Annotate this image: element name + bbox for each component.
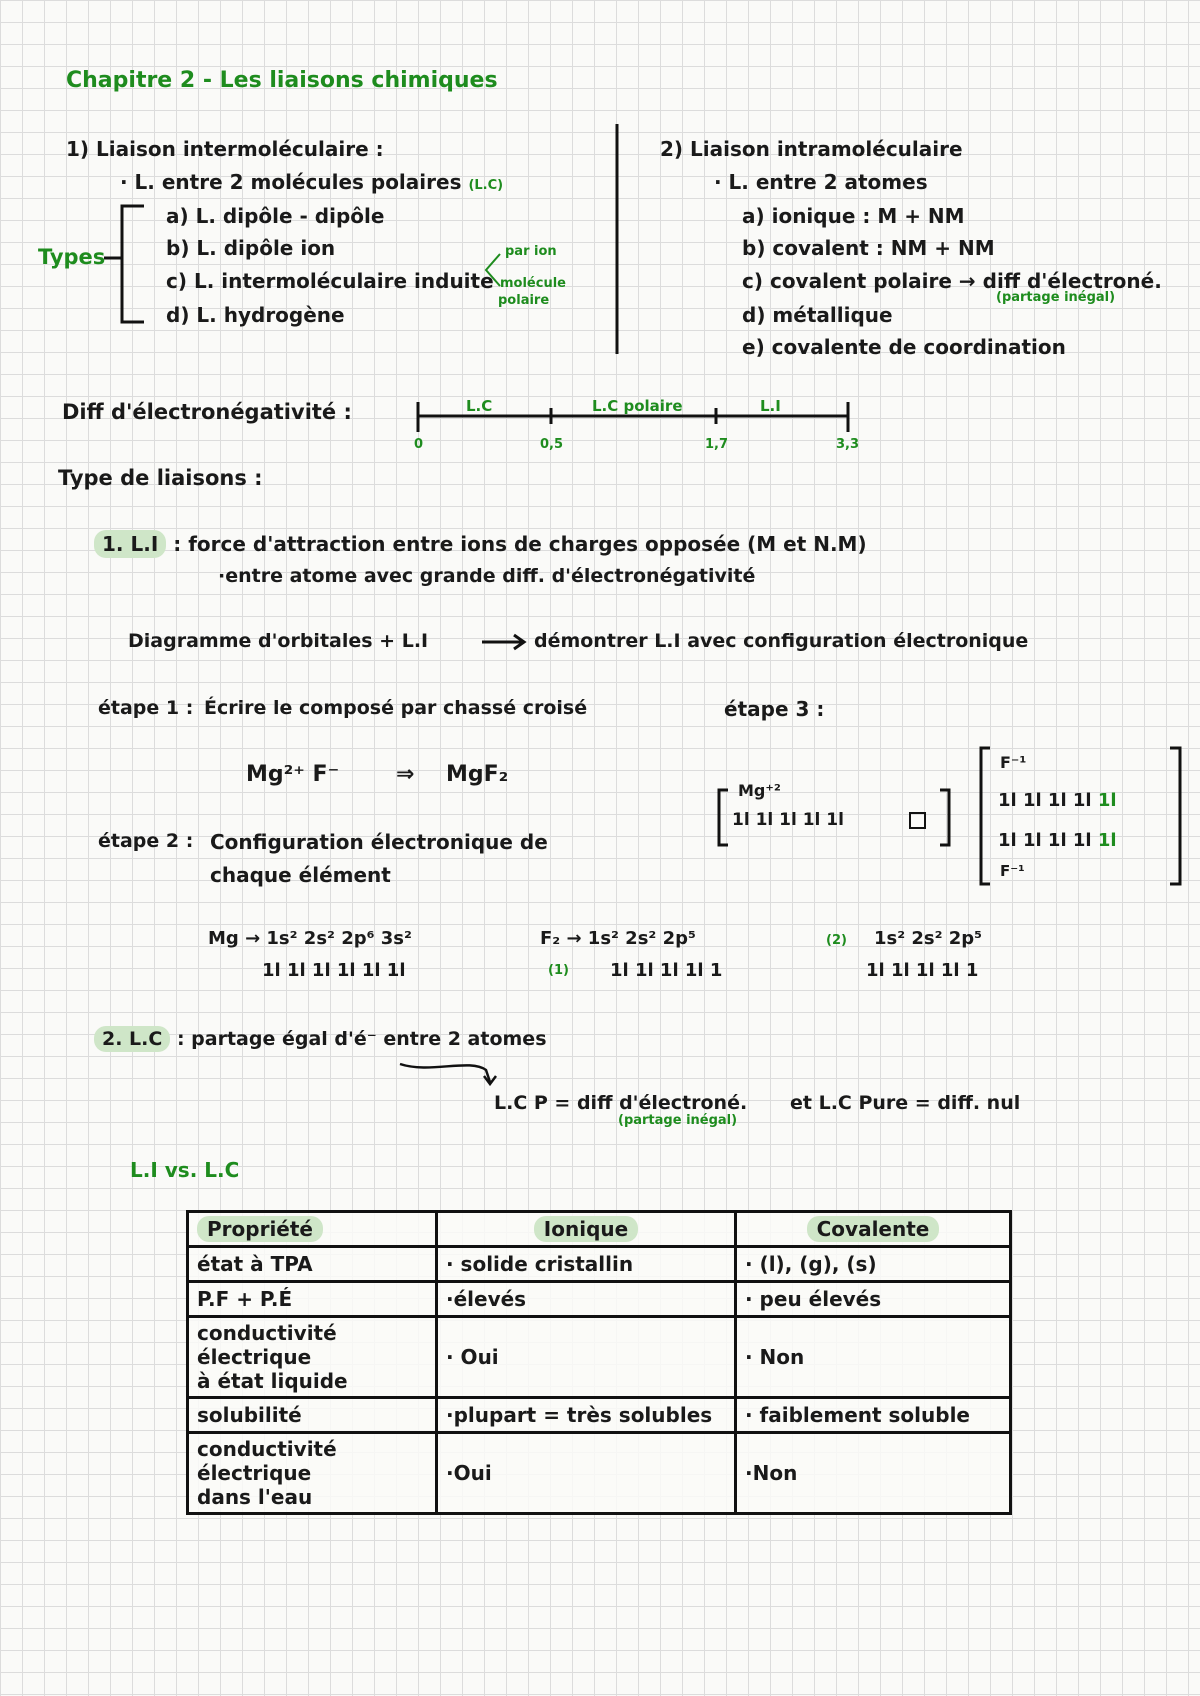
table-header-row: [188, 1212, 1011, 1247]
table-cell: · faiblement soluble: [736, 1398, 1011, 1433]
scale-segment-lcp: L.C polaire: [592, 397, 683, 415]
f-ion-row1: [998, 792, 1117, 810]
f-config: F₂ → 1s² 2s² 2p⁵: [540, 928, 696, 949]
curved-arrow-icon: [400, 1064, 490, 1082]
table-cell: · Non: [736, 1317, 1011, 1398]
note-polaire: polaire: [498, 293, 550, 308]
step1-arrow: ⇒: [396, 762, 415, 787]
note-molecule: molécule: [500, 276, 566, 291]
diagram-line-left: Diagramme d'orbitales + L.I: [128, 630, 429, 652]
f-ion-row2: [998, 832, 1117, 850]
section1-sub-tag: (L.C): [468, 178, 504, 193]
lc-line2-left: L.C P = diff d'électroné.: [494, 1092, 748, 1114]
table-row: [188, 1247, 1011, 1282]
scale-label: Diff d'électronégativité :: [62, 400, 352, 424]
table-header-cell: [736, 1212, 1011, 1247]
f2-marker: (2): [826, 933, 847, 948]
f-ion-row1-green: 1l: [1097, 790, 1117, 811]
f-ion-bottom: F⁻¹: [1000, 862, 1025, 880]
table-cell: · solide cristallin: [437, 1247, 736, 1282]
f2-orbitals: 1l 1l 1l 1l 1: [866, 960, 979, 981]
li-definition: : force d'attraction entre ions de charges opposée (M et N.M): [173, 532, 867, 556]
section1-item-a: a) L. dipôle - dipôle: [166, 204, 385, 228]
mg-ion-orbitals: 1l 1l 1l 1l 1l: [732, 810, 844, 830]
li-tag: 1. L.I: [94, 530, 166, 558]
section2-item-b: b) covalent : NM + NM: [742, 236, 995, 260]
table-cell: conductivité électrique dans l'eau: [188, 1433, 437, 1514]
table-row: [188, 1282, 1011, 1317]
table-cell: · Oui: [437, 1317, 736, 1398]
table-row: [188, 1433, 1011, 1514]
table-cell: · (l), (g), (s): [736, 1247, 1011, 1282]
mg-orbitals: 1l 1l 1l 1l 1l 1l: [262, 960, 406, 981]
f-ion-row1-black: 1l 1l 1l 1l: [998, 790, 1092, 811]
table-header-cell: [188, 1212, 437, 1247]
scale-segment-li: L.I: [760, 397, 781, 415]
f-marker: (1): [548, 963, 569, 978]
table-cell: état à TPA: [188, 1247, 437, 1282]
f-ion-row2-green: 1l: [1097, 830, 1117, 851]
long-arrow-icon: [482, 635, 524, 649]
section2-sub: · L. entre 2 atomes: [714, 170, 928, 194]
f-orbitals: 1l 1l 1l 1l 1: [610, 960, 723, 981]
f-ion-row2-black: 1l 1l 1l 1l: [998, 830, 1092, 851]
properties-table: [186, 1210, 1012, 1515]
mg-ion: Mg⁺²: [738, 781, 781, 800]
table-cell: · peu élevés: [736, 1282, 1011, 1317]
page-title: Chapitre 2 - Les liaisons chimiques: [66, 68, 498, 93]
table-row: [188, 1398, 1011, 1433]
section2-note: (partage inégal): [996, 290, 1116, 305]
section1-heading: 1) Liaison intermoléculaire :: [66, 137, 384, 161]
types-heading: Type de liaisons :: [58, 466, 263, 490]
table-cell: ·Non: [736, 1433, 1011, 1514]
scale-tick-33: 3,3: [836, 437, 860, 452]
li-line1: [94, 534, 867, 554]
lc-tag: 2. L.C: [94, 1026, 170, 1052]
section1-sub-text: · L. entre 2 molécules polaires: [120, 170, 462, 194]
table-row: [188, 1317, 1011, 1398]
f-ion-top: F⁻¹: [1000, 753, 1027, 772]
step1-formula: Mg²⁺ F⁻: [246, 762, 340, 787]
section1-item-d: d) L. hydrogène: [166, 303, 345, 327]
step1-text: Écrire le composé par chassé croisé: [204, 697, 588, 719]
step2-text-1: Configuration électronique de: [210, 830, 548, 854]
step3-label: étape 3 :: [724, 697, 825, 721]
lc-line2-right: et L.C Pure = diff. nul: [790, 1092, 1021, 1114]
table-cell: ·élevés: [437, 1282, 736, 1317]
step2-text-2: chaque élément: [210, 863, 391, 887]
table-header-cell: [437, 1212, 736, 1247]
table-cell: solubilité: [188, 1398, 437, 1433]
diagram-line-right: démontrer L.I avec configuration électronique: [534, 630, 1029, 652]
header-propriete: Propriété: [197, 1216, 323, 1242]
lc-line2-note: (partage inégal): [618, 1113, 738, 1128]
header-ionique: Ionique: [534, 1216, 638, 1242]
step2-label: étape 2 :: [98, 830, 194, 852]
section2-item-d: d) métallique: [742, 303, 893, 327]
scale-tick-17: 1,7: [705, 437, 729, 452]
section2-item-a: a) ionique : M + NM: [742, 204, 965, 228]
scale-tick-0: 0: [414, 437, 424, 452]
scale-segment-lc: L.C: [466, 397, 493, 415]
table-cell: ·Oui: [437, 1433, 736, 1514]
mg-config: Mg → 1s² 2s² 2p⁶ 3s²: [208, 928, 412, 949]
note-par-ion: par ion: [505, 244, 557, 259]
lc-definition: : partage égal d'é⁻ entre 2 atomes: [176, 1028, 547, 1050]
table-cell: ·plupart = très solubles: [437, 1398, 736, 1433]
section2-heading: 2) Liaison intramoléculaire: [660, 137, 963, 161]
types-label: Types: [38, 245, 106, 269]
compare-title: L.I vs. L.C: [130, 1158, 240, 1182]
section1-item-b: b) L. dipôle ion: [166, 236, 336, 260]
types-bracket: [104, 206, 144, 322]
empty-orbital-box-icon: [910, 813, 925, 828]
header-covalente: Covalente: [807, 1216, 940, 1242]
scale-tick-05: 0,5: [540, 437, 564, 452]
section1-sub: [120, 172, 503, 192]
step1-label: étape 1 :: [98, 697, 194, 719]
table-cell: conductivité électrique à état liquide: [188, 1317, 437, 1398]
li-line2: ·entre atome avec grande diff. d'électronégativité: [218, 565, 756, 587]
section2-item-c: c) covalent polaire → diff d'électroné.: [742, 269, 1162, 293]
section1-item-c: c) L. intermoléculaire induite: [166, 269, 494, 293]
step1-result: MgF₂: [446, 762, 509, 787]
table-cell: P.F + P.É: [188, 1282, 437, 1317]
section2-item-e: e) covalente de coordination: [742, 335, 1066, 359]
f2-config: 1s² 2s² 2p⁵: [874, 928, 983, 949]
lc-line1: [94, 1030, 547, 1049]
